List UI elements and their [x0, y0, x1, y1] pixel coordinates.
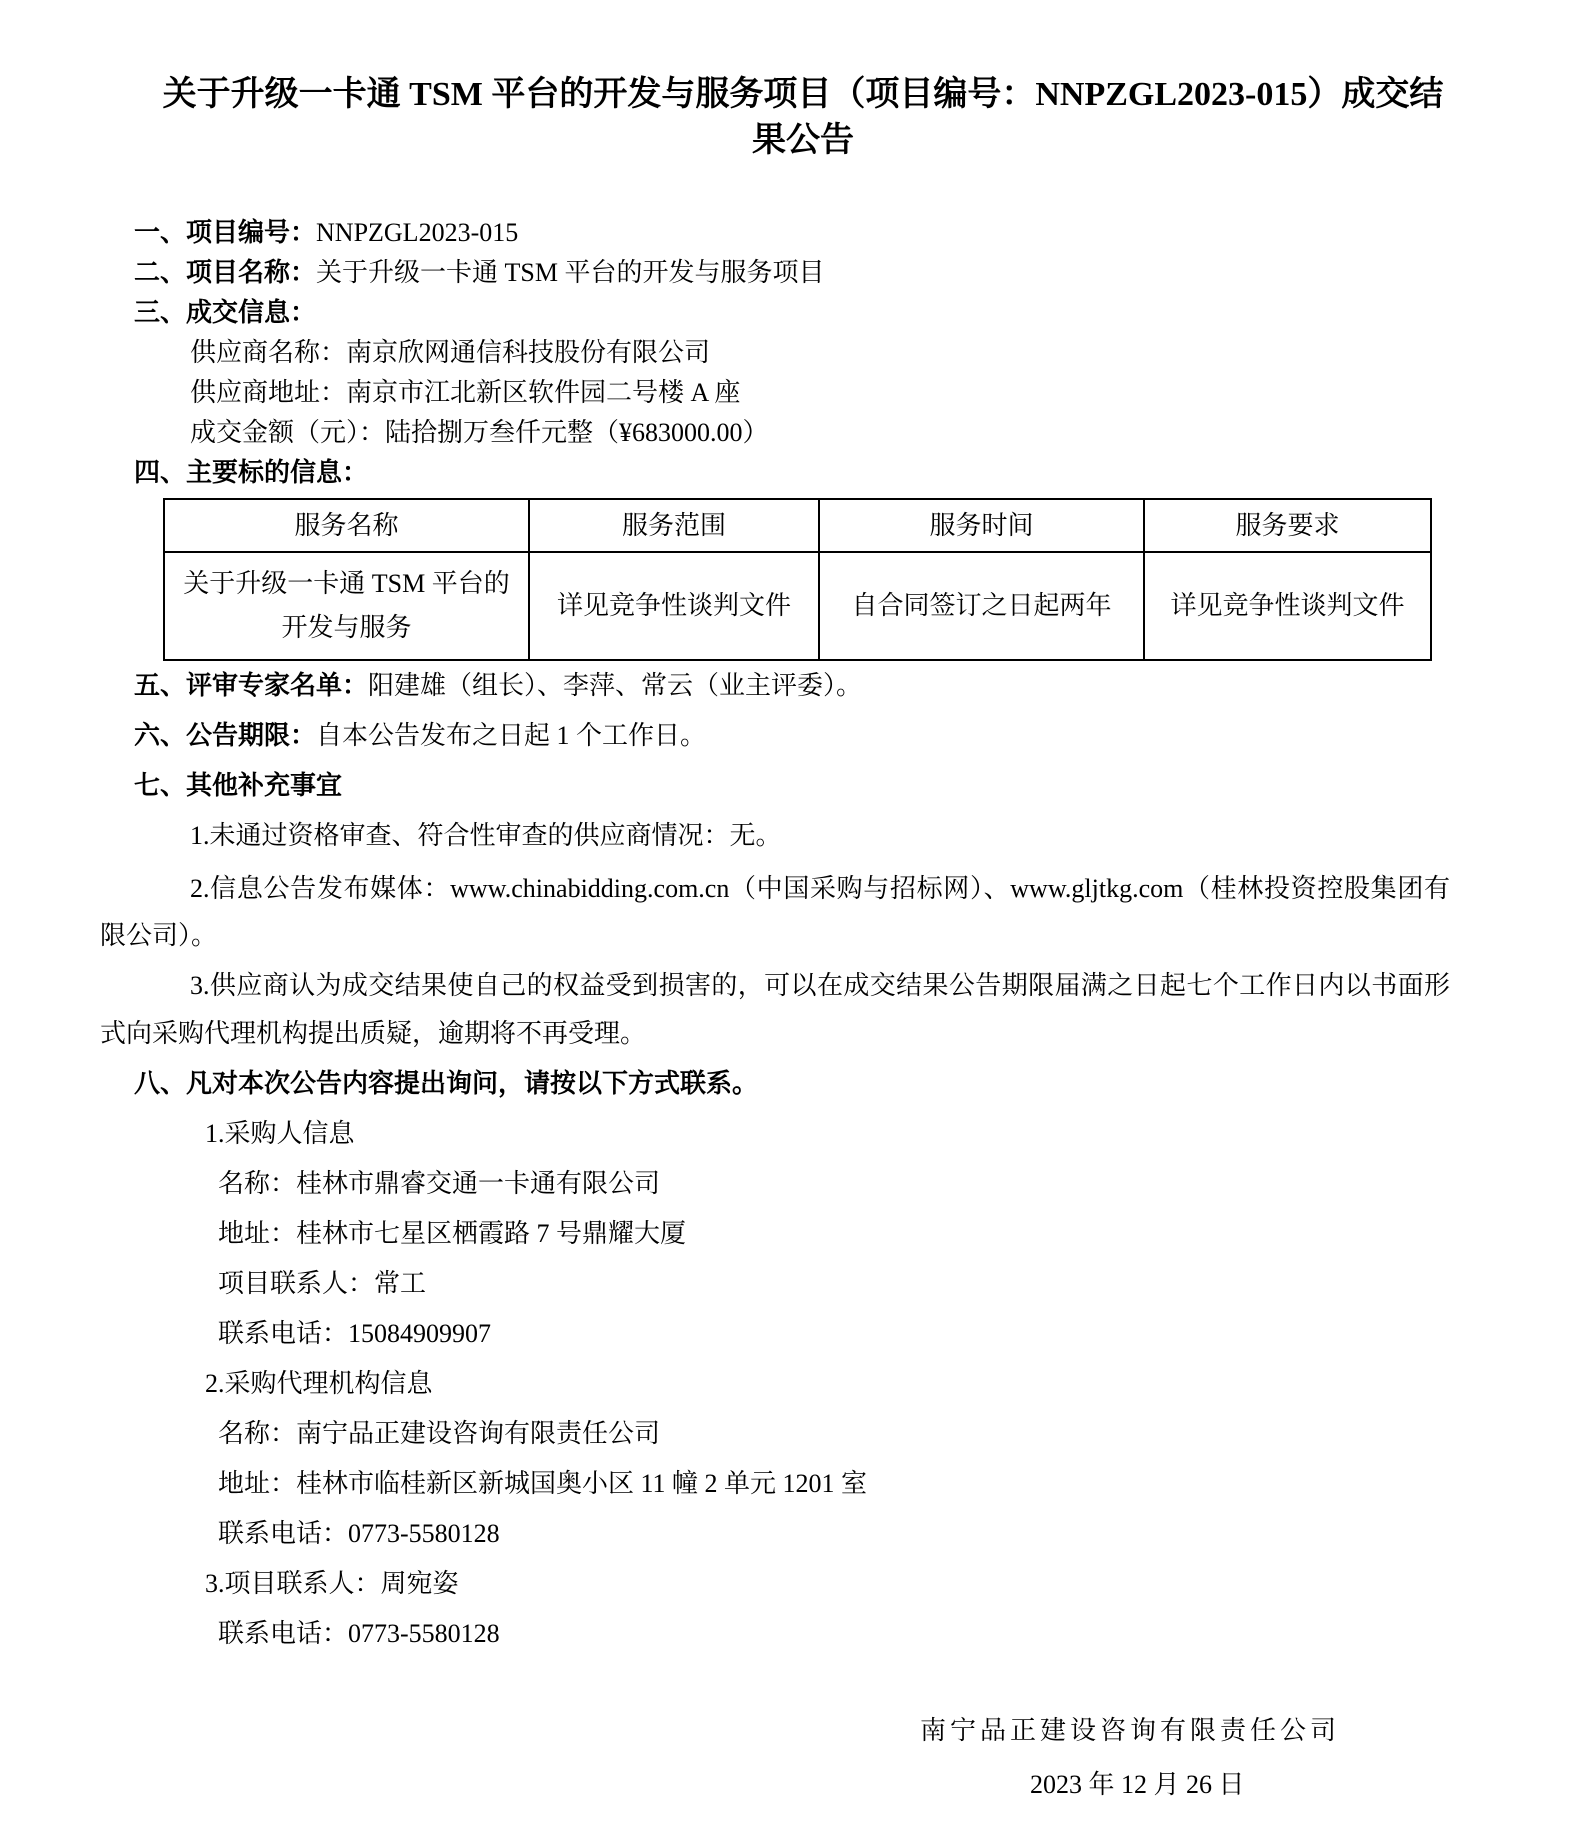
project-name-value: 关于升级一卡通 TSM 平台的开发与服务项目	[316, 258, 825, 287]
other-matters-item-3: 3.供应商认为成交结果使自己的权益受到损害的，可以在成交结果公告期限届满之日起七个工作日内以书面形式向采购代理机构提出质疑，逾期将不再受理。	[100, 971, 1450, 1048]
page-title: 关于升级一卡通 TSM 平台的开发与服务项目（项目编号：NNPZGL2023-015）成交结果公告	[162, 76, 1444, 159]
section-announcement-period	[134, 711, 1450, 761]
experts-value: 阳建雄（组长）、李萍、常云（业主评委）。	[368, 671, 863, 700]
sections-5-to-7	[100, 661, 1450, 811]
col-header-service-name: 服务名称	[164, 499, 529, 552]
period-label: 六、公告期限：	[134, 721, 317, 750]
signature-company: 南宁品正建设咨询有限责任公司	[920, 1716, 1341, 1745]
agency-address: 地址：桂林市临桂新区新城国奥小区 11 幢 2 单元 1201 室	[218, 1469, 868, 1498]
project-number-value: NNPZGL2023-015	[316, 218, 519, 247]
section-project-number	[134, 213, 1450, 253]
supplier-name-label: 供应商名称：	[190, 338, 347, 367]
col-header-service-scope: 服务范围	[529, 499, 819, 552]
project-number-label: 一、项目编号：	[134, 218, 317, 247]
project-contact-person: 3.项目联系人：周宛姿	[205, 1569, 459, 1598]
cell-service-scope: 详见竞争性谈判文件	[529, 552, 819, 660]
purchaser-info-title: 1.采购人信息	[205, 1119, 355, 1148]
supplier-address-line	[190, 373, 1450, 413]
supplier-name-value: 南京欣网通信科技股份有限公司	[346, 338, 711, 367]
other-matters-item-1: 1.未通过资格审查、符合性审查的供应商情况：无。	[190, 821, 782, 850]
project-name-label: 二、项目名称：	[134, 258, 317, 287]
section-other-matters-heading: 七、其他补充事宜	[134, 771, 343, 800]
other-matters-item-2: 2.信息公告发布媒体：www.chinabidding.com.cn（中国采购与招标网）、www.gljtkg.com（桂林投资控股集团有限公司）。	[100, 874, 1450, 950]
section-deal-info-heading: 三、成交信息：	[134, 298, 317, 327]
col-header-service-requirement: 服务要求	[1144, 499, 1431, 552]
agency-phone: 联系电话：0773-5580128	[218, 1519, 500, 1548]
purchaser-contact-person: 项目联系人：常工	[218, 1269, 427, 1298]
experts-label: 五、评审专家名单：	[134, 671, 369, 700]
table-row	[164, 552, 1431, 660]
section-project-name	[134, 253, 1450, 293]
section-subject-info-heading: 四、主要标的信息：	[134, 458, 369, 487]
cell-service-name: 关于升级一卡通 TSM 平台的开发与服务	[164, 552, 529, 660]
cell-service-time: 自合同签订之日起两年	[819, 552, 1144, 660]
sections-1-to-4	[100, 213, 1450, 493]
supplier-name-line	[190, 333, 1450, 373]
section-contact-heading: 八、凡对本次公告内容提出询问，请按以下方式联系。	[134, 1069, 759, 1098]
agency-name: 名称：南宁品正建设咨询有限责任公司	[218, 1419, 661, 1448]
project-contact-phone: 联系电话：0773-5580128	[218, 1619, 500, 1648]
contact-block	[100, 1109, 1450, 1659]
period-value: 自本公告发布之日起 1 个工作日。	[316, 721, 707, 750]
section-experts	[134, 661, 1450, 711]
subject-info-table	[163, 498, 1432, 661]
deal-amount-value: 陆拾捌万叁仟元整（¥683000.00）	[385, 418, 769, 447]
purchaser-address: 地址：桂林市七星区栖霞路 7 号鼎耀大厦	[218, 1219, 687, 1248]
table-header-row	[164, 499, 1431, 552]
deal-amount-label: 成交金额（元）：	[190, 418, 386, 447]
cell-service-requirement: 详见竞争性谈判文件	[1144, 552, 1431, 660]
purchaser-phone: 联系电话：15084909907	[218, 1319, 492, 1348]
supplier-address-label: 供应商地址：	[190, 378, 347, 407]
deal-amount-line	[190, 413, 1450, 453]
col-header-service-time: 服务时间	[819, 499, 1144, 552]
supplier-address-value: 南京市江北新区软件园二号楼 A 座	[346, 378, 741, 407]
agency-info-title: 2.采购代理机构信息	[205, 1369, 433, 1398]
signature-date: 2023 年 12 月 26 日	[1030, 1770, 1245, 1799]
purchaser-name: 名称：桂林市鼎睿交通一卡通有限公司	[218, 1169, 661, 1198]
